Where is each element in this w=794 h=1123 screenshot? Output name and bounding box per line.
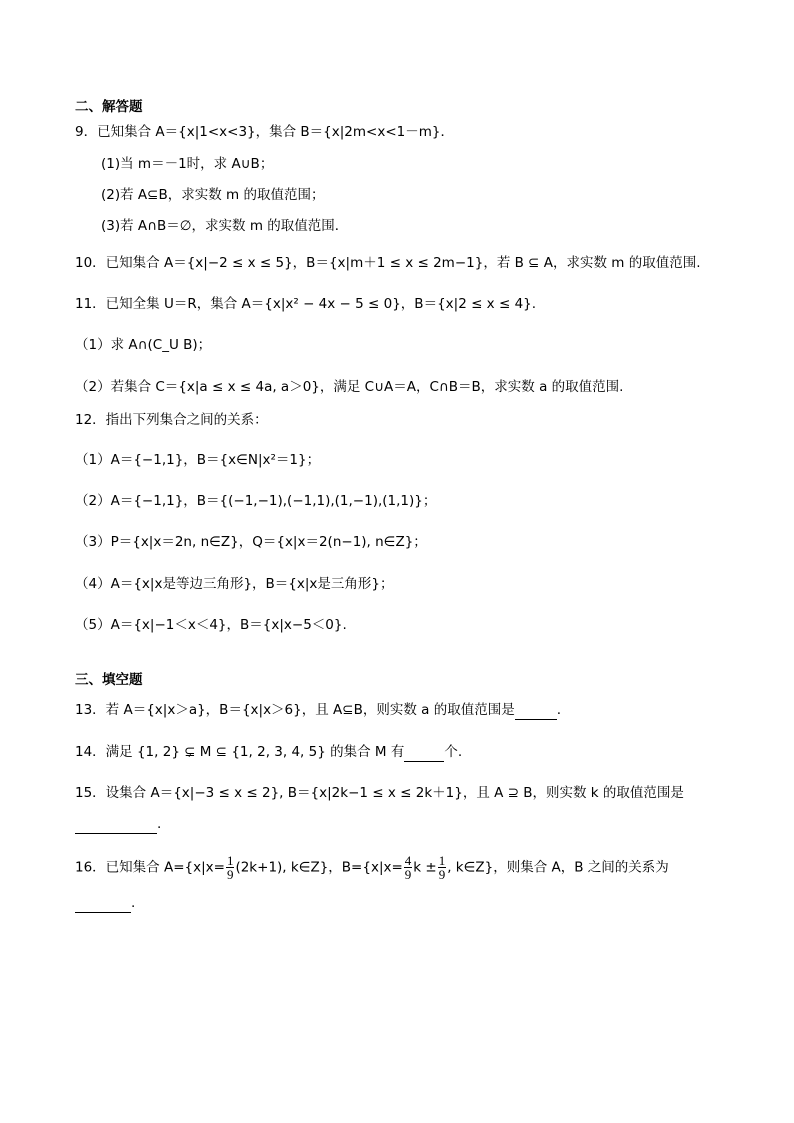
question-10: 10．已知集合 A＝{x|−2 ≤ x ≤ 5}，B＝{x|m＋1 ≤ x ≤ 2m−1}，若 B ⊆ A，求实数 m 的取值范围. [75, 255, 701, 271]
answer-blank-15[interactable] [75, 819, 157, 834]
fraction-denominator: 9 [404, 867, 412, 882]
question-11-part-1: （1）求 A∩(C_U B)； [75, 337, 212, 353]
fraction-one-ninth-a [226, 854, 235, 881]
fraction-numerator: 1 [226, 853, 234, 868]
answer-blank-16[interactable] [75, 898, 131, 913]
question-16-a-suffix: (2k+1), k∈Z}，B={x|x= [235, 859, 403, 876]
question-12-stem: 12．指出下列集合之间的关系： [75, 412, 268, 428]
section-heading-fill: 三、填空题 [75, 672, 143, 688]
answer-blank-13[interactable] [515, 705, 557, 720]
question-9-stem: 9．已知集合 A＝{x|1<x<3}，集合 B＝{x|2m<x<1－m}． [75, 124, 454, 140]
question-14-text: 14．满足 {1, 2} ⊊ M ⊆ {1, 2, 3, 4, 5} 的集合 M 有 [75, 744, 405, 760]
question-9-part-1: (1)当 m＝－1时，求 A∪B； [101, 156, 274, 172]
question-9-part-2: (2)若 A⊆B，求实数 m 的取值范围； [101, 187, 325, 203]
question-16-a-prefix: 16．已知集合 A={x|x= [75, 859, 225, 876]
answer-blank-14[interactable] [404, 747, 444, 762]
question-16-b-suffix: , k∈Z}，则集合 A，B 之间的关系为 [447, 859, 669, 876]
question-12-part-3: （3）P＝{x|x＝2n, n∈Z}，Q＝{x|x＝2(n−1), n∈Z}； [75, 534, 427, 550]
fraction-four-ninths [404, 854, 413, 881]
question-12-part-1: （1）A＝{−1,1}，B＝{x∈N|x²＝1}； [75, 452, 321, 468]
question-9-part-3: (3)若 A∩B＝∅，求实数 m 的取值范围． [101, 218, 349, 234]
period-16: . [131, 895, 136, 911]
fraction-numerator: 1 [438, 853, 446, 868]
question-13 [75, 700, 561, 720]
section-heading-answer: 二、解答题 [75, 99, 143, 115]
question-16-b-middle: k ± [413, 859, 437, 876]
question-11-part-2: （2）若集合 C＝{x|a ≤ x ≤ 4a, a＞0}，满足 C∪A＝A，C∩B＝B，求实数 a 的取值范围. [75, 379, 624, 395]
fraction-denominator: 9 [438, 867, 446, 882]
period-15: . [157, 816, 162, 832]
fraction-numerator: 4 [404, 853, 412, 868]
question-12-part-4: （4）A＝{x|x是等边三角形}，B＝{x|x是三角形}； [75, 576, 394, 592]
fraction-one-ninth-b [438, 854, 447, 881]
question-16 [75, 854, 669, 881]
question-15-text: 15．设集合 A＝{x|−3 ≤ x ≤ 2}, B＝{x|2k−1 ≤ x ≤ 2k＋1}，且 A ⊇ B，则实数 k 的取值范围是 [75, 785, 684, 801]
fraction-denominator: 9 [226, 867, 234, 882]
question-14 [75, 742, 462, 762]
question-12-part-5: （5）A＝{x|−1＜x＜4}，B＝{x|x−5＜0}. [75, 617, 347, 633]
question-13-text: 13．若 A＝{x|x＞a}，B＝{x|x＞6}，且 A⊆B，则实数 a 的取值范围是 [75, 702, 515, 718]
question-16-answer-line [75, 893, 135, 913]
question-12-part-2: （2）A＝{−1,1}，B＝{(−1,−1),(−1,1),(1,−1),(1,1)}； [75, 493, 437, 509]
period-13: . [556, 702, 561, 718]
question-11-stem: 11．已知全集 U＝R，集合 A＝{x|x² − 4x − 5 ≤ 0}，B＝{x|2 ≤ x ≤ 4}. [75, 296, 537, 312]
question-14-suffix: 个. [444, 744, 463, 760]
question-15-answer-line [75, 814, 161, 834]
